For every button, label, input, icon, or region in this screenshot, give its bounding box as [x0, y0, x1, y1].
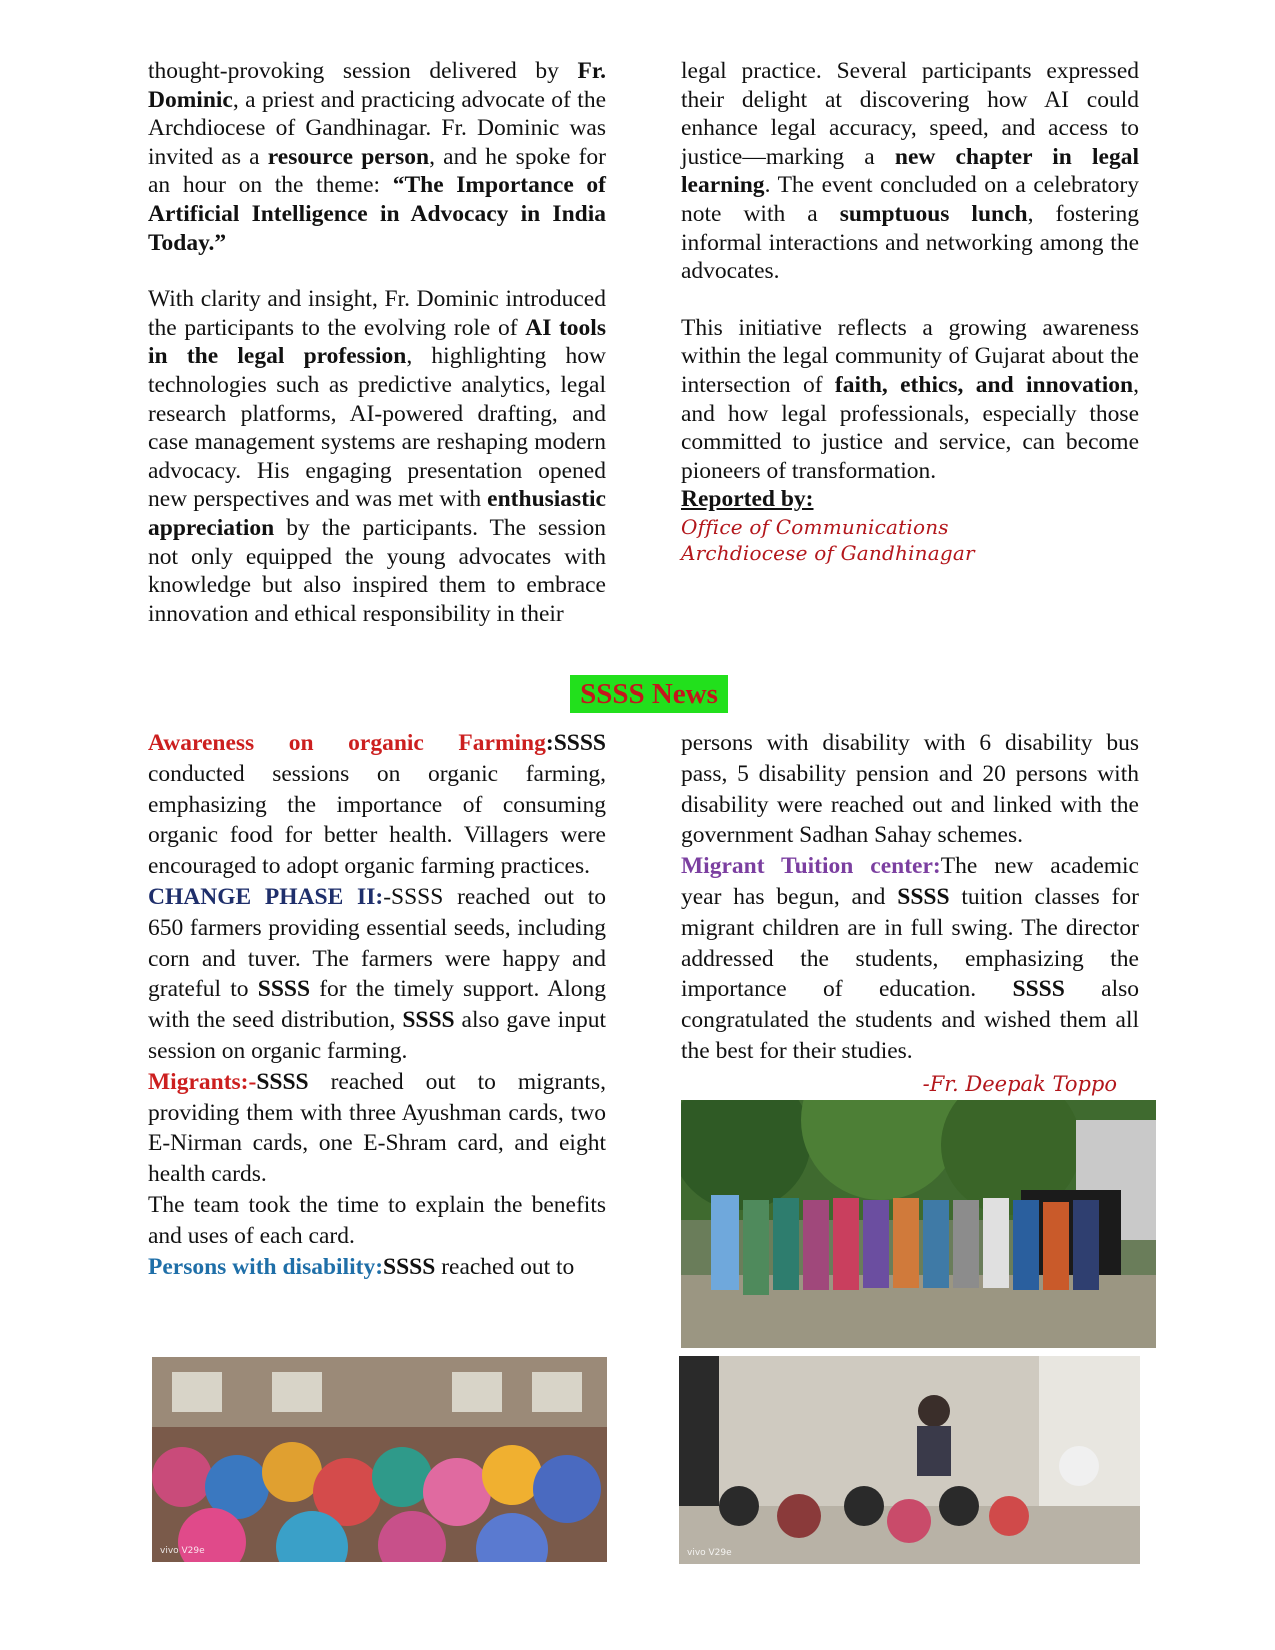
- reporter-archdiocese: Archdiocese of Gandhinagar: [681, 540, 975, 565]
- article-right-column: [681, 57, 1139, 566]
- reporter-office: Office of Communications: [681, 514, 949, 539]
- paragraph: thought-provoking session delivered by Fr. Dominic, a priest and practicing advocate of the Archdiocese of Gandhinagar. Fr. Dominic was invited as a resource person, and he spoke for an hour on the theme: “The Importance of Artificial Intelligence in Advocacy in India Today.”: [148, 58, 607, 256]
- news-migrants: Migrants:-SSSS reached out to migrants, providing them with three Ayushman cards, two E-Nirman cards, one E-Shram card, and eight health cards.: [148, 1068, 606, 1188]
- news-organic-farming: Awareness on organic Farming:SSSS conducted sessions on organic farming, emphasizing the importance of consuming organic food for better health. Villagers were encouraged to adopt organic farming practices.: [148, 730, 606, 880]
- news-change-phase: CHANGE PHASE II:-SSSS reached out to 650 farmers providing essential seeds, including corn and tuver. The farmers were happy and grateful to SSSS for the timely support. Along with the seed distribution, SSSS also gave input session on organic farming.: [148, 883, 606, 1064]
- photo-group-outdoors: [681, 1100, 1156, 1348]
- paragraph: legal practice. Several participants expressed their delight at discovering how AI could enhance legal accuracy, speed, and access to justice—marking a new chapter in legal learning. The event concluded on a celebratory note with a sumptuous lunch, fostering informal interactions and networking among the advocates.: [681, 58, 1140, 285]
- article-left-column: [148, 57, 606, 628]
- photo-hall-session: [152, 1357, 607, 1562]
- reported-by-label: Reported by:: [681, 486, 814, 513]
- signature: -Fr. Deepak Toppo: [922, 1072, 1117, 1096]
- news-right-column: [681, 728, 1139, 1067]
- camera-watermark: vivo V29e: [687, 1548, 732, 1558]
- camera-watermark: vivo V29e: [160, 1546, 205, 1556]
- news-disability-cont: persons with disability with 6 disability bus pass, 5 disability pension and 20 persons with disability were reached out and linked with the government Sadhan Sahay schemes.: [681, 730, 1139, 849]
- news-left-column: [148, 728, 606, 1282]
- news-disability: Persons with disability:SSSS reached out to: [148, 1253, 575, 1280]
- paragraph: With clarity and insight, Fr. Dominic introduced the participants to the evolving role of AI tools in the legal profession, highlighting how technologies such as predictive analytics, legal research platforms, AI-powered drafting, and case management systems are reshaping modern advocacy. His engaging presentation opened new perspectives and was met with enthusiastic appreciation by the participants. The session not only equipped the young advocates with knowledge but also inspired them to embrace innovation and ethical responsibility in their: [148, 286, 606, 627]
- paragraph: This initiative reflects a growing awareness within the legal community of Gujarat about the intersection of faith, ethics, and innovation, and how legal professionals, especially those committed to justice and service, can become pioneers of transformation.: [681, 314, 1139, 484]
- news-migrants-note: The team took the time to explain the benefits and uses of each card.: [148, 1191, 606, 1249]
- photo-tuition-class: [679, 1356, 1140, 1564]
- news-tuition-center: Migrant Tuition center:The new academic year has begun, and SSSS tuition classes for migrant children are in full swing. The director addressed the students, emphasizing the importance of education. SSSS also congratulated the students and wished them all the best for their studies.: [681, 853, 1139, 1064]
- section-banner: SSSS News: [570, 675, 728, 713]
